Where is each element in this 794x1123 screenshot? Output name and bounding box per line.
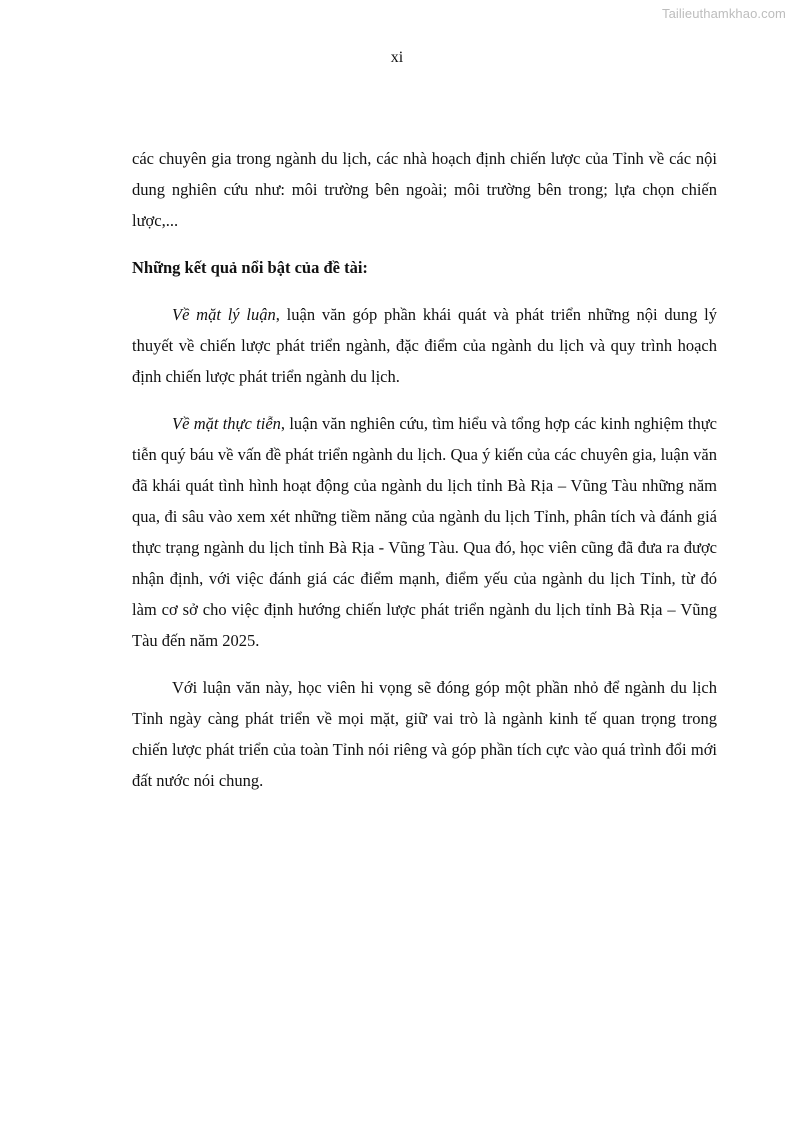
paragraph-practice-lead: Về mặt thực tiễn [172, 414, 281, 433]
paragraph-theory-lead: Về mặt lý luận [172, 305, 276, 324]
section-heading: Những kết quả nổi bật của đề tài: [132, 258, 368, 277]
paragraph-practice-text: , luận văn nghiên cứu, tìm hiểu và tổng hợp các kinh nghiệm thực tiễn quý báu về vấn đề phát triển ngành du lịch. Qua ý kiến của các chuyên gia, luận văn đã khái quát tình hình hoạt động của ngành du lịch tỉnh Bà Rịa – Vũng Tàu những năm qua, đi sâu vào xem xét những tiềm năng của ngành du lịch Tỉnh, phân tích và đánh giá thực trạng ngành du lịch tỉnh Bà Rịa - Vũng Tàu. Qua đó, học viên cũng đã đưa ra được nhận định, với việc đánh giá các điểm mạnh, điểm yếu của ngành du lịch Tỉnh, từ đó làm cơ sở cho việc định hướng chiến lược phát triển ngành du lịch tỉnh Bà Rịa – Vũng Tàu đến năm 2025. [132, 414, 717, 650]
paragraph-theory-text: , luận văn góp phần khái quát và phát triển những nội dung lý thuyết về chiến lược phát triển ngành, đặc điểm của ngành du lịch và quy trình hoạch định chiến lược phát triển ngành du lịch. [132, 305, 717, 386]
paragraph-theory [132, 299, 717, 392]
paragraph-continuation: các chuyên gia trong ngành du lịch, các nhà hoạch định chiến lược của Tỉnh về các nội dung nghiên cứu như: môi trường bên ngoài; môi trường bên trong; lựa chọn chiến lược,... [132, 149, 717, 230]
page-number: xi [390, 49, 404, 66]
paragraph-practice [132, 408, 717, 656]
watermark: Tailieuthamkhao.com [661, 6, 786, 21]
paragraph-conclusion: Với luận văn này, học viên hi vọng sẽ đóng góp một phần nhỏ để ngành du lịch Tỉnh ngày càng phát triển về mọi mặt, giữ vai trò là ngành kinh tế quan trọng trong chiến lược phát triển của toàn Tỉnh nói riêng và góp phần tích cực vào quá trình đổi mới đất nước nói chung. [132, 678, 717, 790]
document-body [132, 143, 717, 796]
